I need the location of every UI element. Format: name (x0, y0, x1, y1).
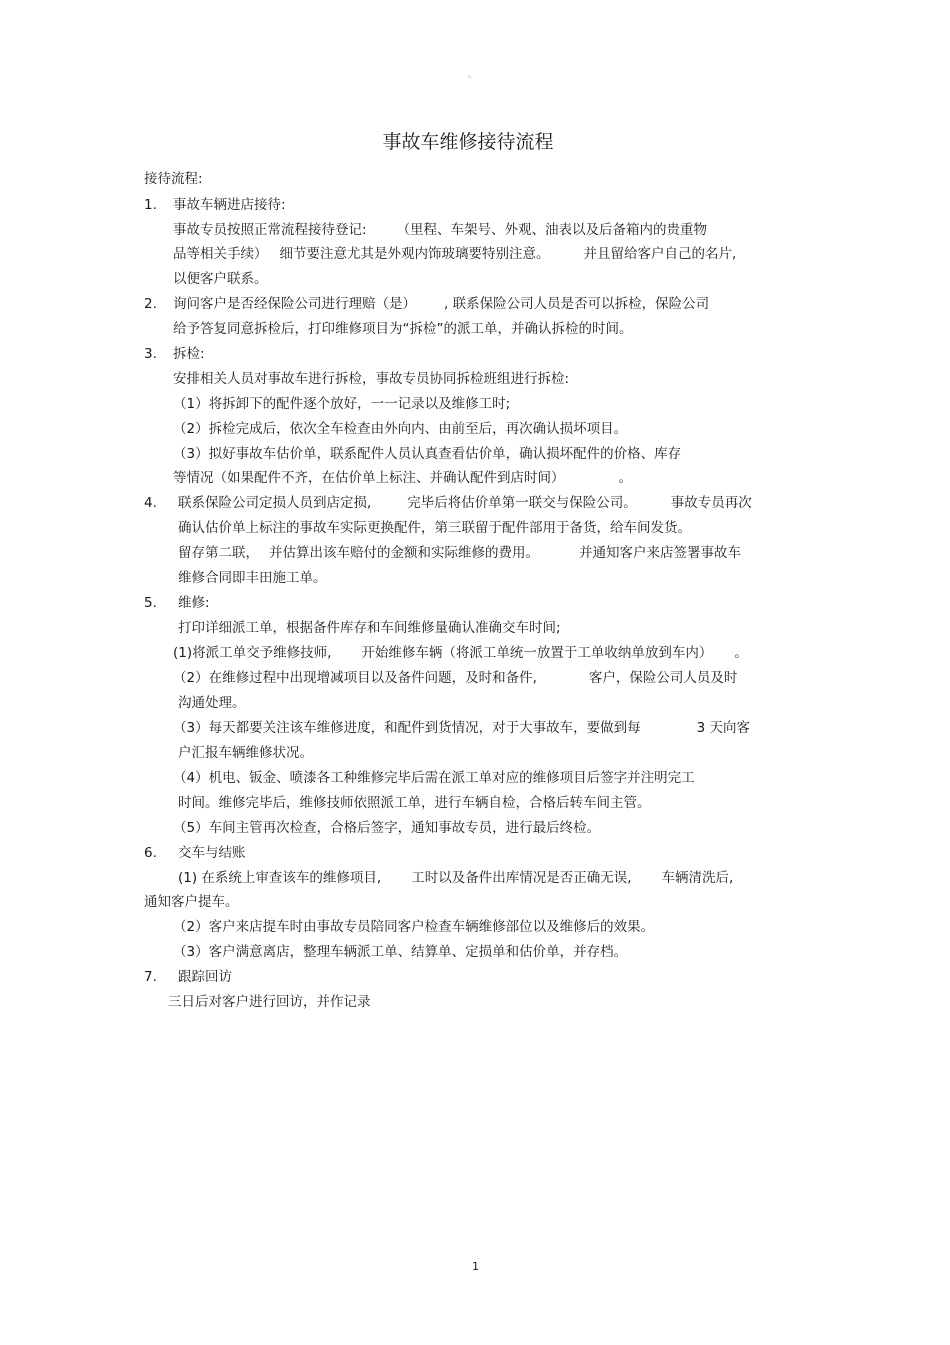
header-mark: 。 (468, 70, 476, 79)
section-5-item: 沟通处理。 (178, 695, 246, 711)
section-4-line: 确认估价单上标注的事故车实际更换配件，第三联留于配件部用于备货，给车间发货。 (178, 520, 691, 536)
section-6-heading: 交车与结账 (178, 845, 246, 861)
section-6-item: （2）客户来店提车时由事故专员陪同客户检查车辆维修部位以及维修后的效果。 (173, 919, 655, 935)
section-1-line: 以便客户联系。 (173, 271, 268, 287)
page-title: 事故车维修接待流程 (382, 131, 554, 153)
section-4-number: 4. (144, 495, 157, 511)
section-5-heading: 维修: (178, 595, 210, 611)
section-5-item: 户汇报车辆维修状况。 (178, 745, 313, 761)
section-6-item: (1) 在系统上审查该车的维修项目, 工时以及备件出库情况是否正确无误, 车辆清洗后, (178, 870, 734, 886)
intro-label: 接待流程: (144, 171, 203, 187)
section-7-number: 7. (144, 969, 157, 985)
section-5-item: (1)将派工单交予维修技师, 开始维修车辆（将派工单统一放置于工单收纳单放到车内） 。 (173, 645, 748, 661)
section-4-line: 维修合同即丰田施工单。 (178, 570, 327, 586)
section-3-item: （3）拟好事故车估价单，联系配件人员认真查看估价单，确认损坏配件的价格、库存 (173, 446, 682, 462)
section-1-line: 事故专员按照正常流程接待登记: （里程、车架号、外观、油表以及后备箱内的贵重物 (173, 222, 708, 238)
section-3-item: （1）将拆卸下的配件逐个放好，一一记录以及维修工时; (173, 396, 511, 412)
section-4-line: 联系保险公司定损人员到店定损, 完毕后将估价单第一联交与保险公司。 事故专员再次 (178, 495, 752, 511)
section-2-line: 询问客户是否经保险公司进行理赔（是） , 联系保险公司人员是否可以拆检，保险公司 (173, 296, 710, 312)
section-1-number: 1. (144, 197, 157, 213)
section-3-number: 3. (144, 346, 157, 362)
section-5-item: （3）每天都要关注该车维修进度，和配件到货情况，对于大事故车，要做到每 3 天向客 (173, 720, 750, 736)
section-6-number: 6. (144, 845, 157, 861)
section-1-heading: 事故车辆进店接待: (173, 197, 286, 213)
section-7-heading: 跟踪回访 (178, 969, 232, 985)
section-5-item: （2）在维修过程中出现增减项目以及备件问题，及时和备件, 客户，保险公司人员及时 (173, 670, 738, 686)
section-7-line: 三日后对客户进行回访，并作记录 (168, 994, 371, 1010)
section-1-line: 品等相关手续） 细节要注意尤其是外观内饰玻璃要特别注意。 并且留给客户自己的名片, (173, 246, 737, 262)
section-3-item: （2）拆检完成后，依次全车检查由外向内、由前至后，再次确认损坏项目。 (173, 421, 628, 437)
section-5-item: （4）机电、钣金、喷漆各工种维修完毕后需在派工单对应的维修项目后签字并注明完工 (173, 770, 695, 786)
section-5-line: 打印详细派工单，根据备件库存和车间维修量确认准确交车时间; (178, 620, 561, 636)
section-2-number: 2. (144, 296, 157, 312)
section-3-item: 等情况（如果配件不齐，在估价单上标注、并确认配件到店时间） 。 (173, 470, 632, 486)
section-5-item: 时间。维修完毕后，维修技师依照派工单，进行车辆自检，合格后转车间主管。 (178, 795, 651, 811)
section-3-line: 安排相关人员对事故车进行拆检，事故专员协同拆检班组进行拆检: (173, 371, 570, 387)
page-number: 1 (472, 1260, 479, 1273)
section-5-item: （5）车间主管再次检查，合格后签字，通知事故专员，进行最后终检。 (173, 820, 601, 836)
section-3-heading: 拆检: (173, 346, 205, 362)
section-5-number: 5. (144, 595, 157, 611)
section-2-line: 给予答复同意拆检后，打印维修项目为“拆检”的派工单，并确认拆检的时间。 (173, 321, 633, 337)
section-6-item: 通知客户提车。 (144, 894, 239, 910)
section-4-line: 留存第二联， 并估算出该车赔付的金额和实际维修的费用。 并通知客户来店签署事故车 (178, 545, 741, 561)
section-6-item: （3）客户满意离店，整理车辆派工单、结算单、定损单和估价单，并存档。 (173, 944, 628, 960)
